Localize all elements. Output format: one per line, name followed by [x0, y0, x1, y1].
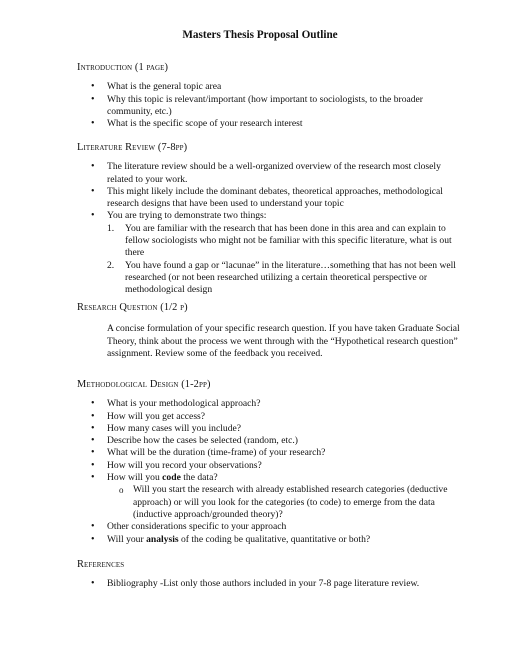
list-item: • What is the specific scope of your research interest [77, 118, 460, 130]
list-item: • Describe how the cases be selected (random, etc.) [77, 435, 460, 447]
section-references [77, 559, 460, 591]
list-item: • Why this topic is relevant/important (how important to sociologists, to the broader community, etc.) [77, 94, 460, 119]
heading-suffix: (7-8pp) [155, 142, 188, 153]
item-number: 1. [107, 222, 115, 234]
analysis-item-pre: Will your [107, 533, 147, 545]
heading-rest: ntroduction [80, 62, 133, 73]
item-number: 2. [107, 259, 115, 271]
list-item [77, 534, 460, 546]
heading-main: Methodological Design [77, 379, 179, 390]
list-item: • What is the general topic area [77, 81, 460, 93]
list-item: • What is your methodological approach? [77, 398, 460, 410]
sub-list-item-text: Will you start the research with already established research categories (deductive approach) or will you look for the categories (to code) to emerge from the data (inductive approach/grounded theory)? [133, 484, 448, 520]
bullet-list [77, 578, 460, 590]
code-item-post: the data? [180, 472, 218, 484]
numbered-item-text: You have found a gap or “lacunae” in the literature…something that has not been well researched (or not been researched utilizing a certain theoretical perspective or methodological design [125, 259, 456, 296]
section-heading-introduction [77, 62, 460, 74]
list-item: • The literature review should be a well-organized overview of the research most closely related to your work. [77, 161, 460, 186]
analysis-item-bold: analysis [146, 533, 179, 545]
heading-suffix: (1/2 p) [157, 302, 188, 313]
research-question-paragraph: A concise formulation of your specific research question. If you have taken Graduate Social Theory, think about the process we went through with the “Hypothetical research question” assignment. Review some of the feedback you received. [107, 323, 460, 359]
section-heading-references: References [77, 559, 125, 570]
numbered-list [107, 223, 460, 297]
sub-bullet-list [107, 484, 460, 521]
sub-list-item [119, 484, 460, 521]
bullet-list [77, 81, 460, 130]
bullet-list [77, 398, 460, 546]
section-literature-review [77, 142, 460, 297]
list-item: • This might likely include the dominant debates, theoretical approaches, methodological research designs that have been used to understand your topic [77, 186, 460, 211]
analysis-item-post: of the coding be qualitative, quantitative or both? [178, 533, 371, 545]
bullet-list [77, 161, 460, 296]
heading-main: Literature Review [77, 142, 156, 153]
numbered-item [107, 223, 460, 260]
code-item-pre: How will you [107, 472, 163, 484]
list-item [77, 210, 460, 296]
numbered-item [107, 260, 460, 297]
list-item: • How many cases will you include? [77, 423, 460, 435]
heading-cap: I [77, 62, 81, 73]
list-item: • How will you record your observations? [77, 460, 460, 472]
section-heading-research-question [77, 302, 460, 314]
page-title: Masters Thesis Proposal Outline [182, 29, 338, 41]
list-item: • Other considerations specific to your approach [77, 521, 460, 533]
section-research-question [77, 302, 460, 360]
list-item-text: You are trying to demonstrate two things: [107, 210, 267, 222]
list-item: • Bibliography -List only those authors included in your 7-8 page literature review. [77, 578, 460, 590]
heading-suffix: (1 page) [132, 62, 169, 73]
list-item [77, 472, 460, 521]
numbered-item-text: You are familiar with the research that has been done in this area and can explain to fellow sociologists who might not be familiar with this specific literature, what is out there [125, 222, 452, 259]
code-item-bold: code [162, 472, 181, 484]
heading-suffix: (1-2pp) [178, 379, 211, 390]
list-item: • What will be the duration (time-frame) of your research? [77, 447, 460, 459]
section-heading-methodological-design [77, 379, 460, 391]
heading-main: Research Question [77, 302, 158, 313]
circle-marker: o [119, 485, 124, 496]
list-item: • How will you get access? [77, 411, 460, 423]
section-heading-literature-review [77, 142, 460, 154]
section-methodological-design [77, 379, 460, 546]
section-introduction [77, 62, 460, 130]
